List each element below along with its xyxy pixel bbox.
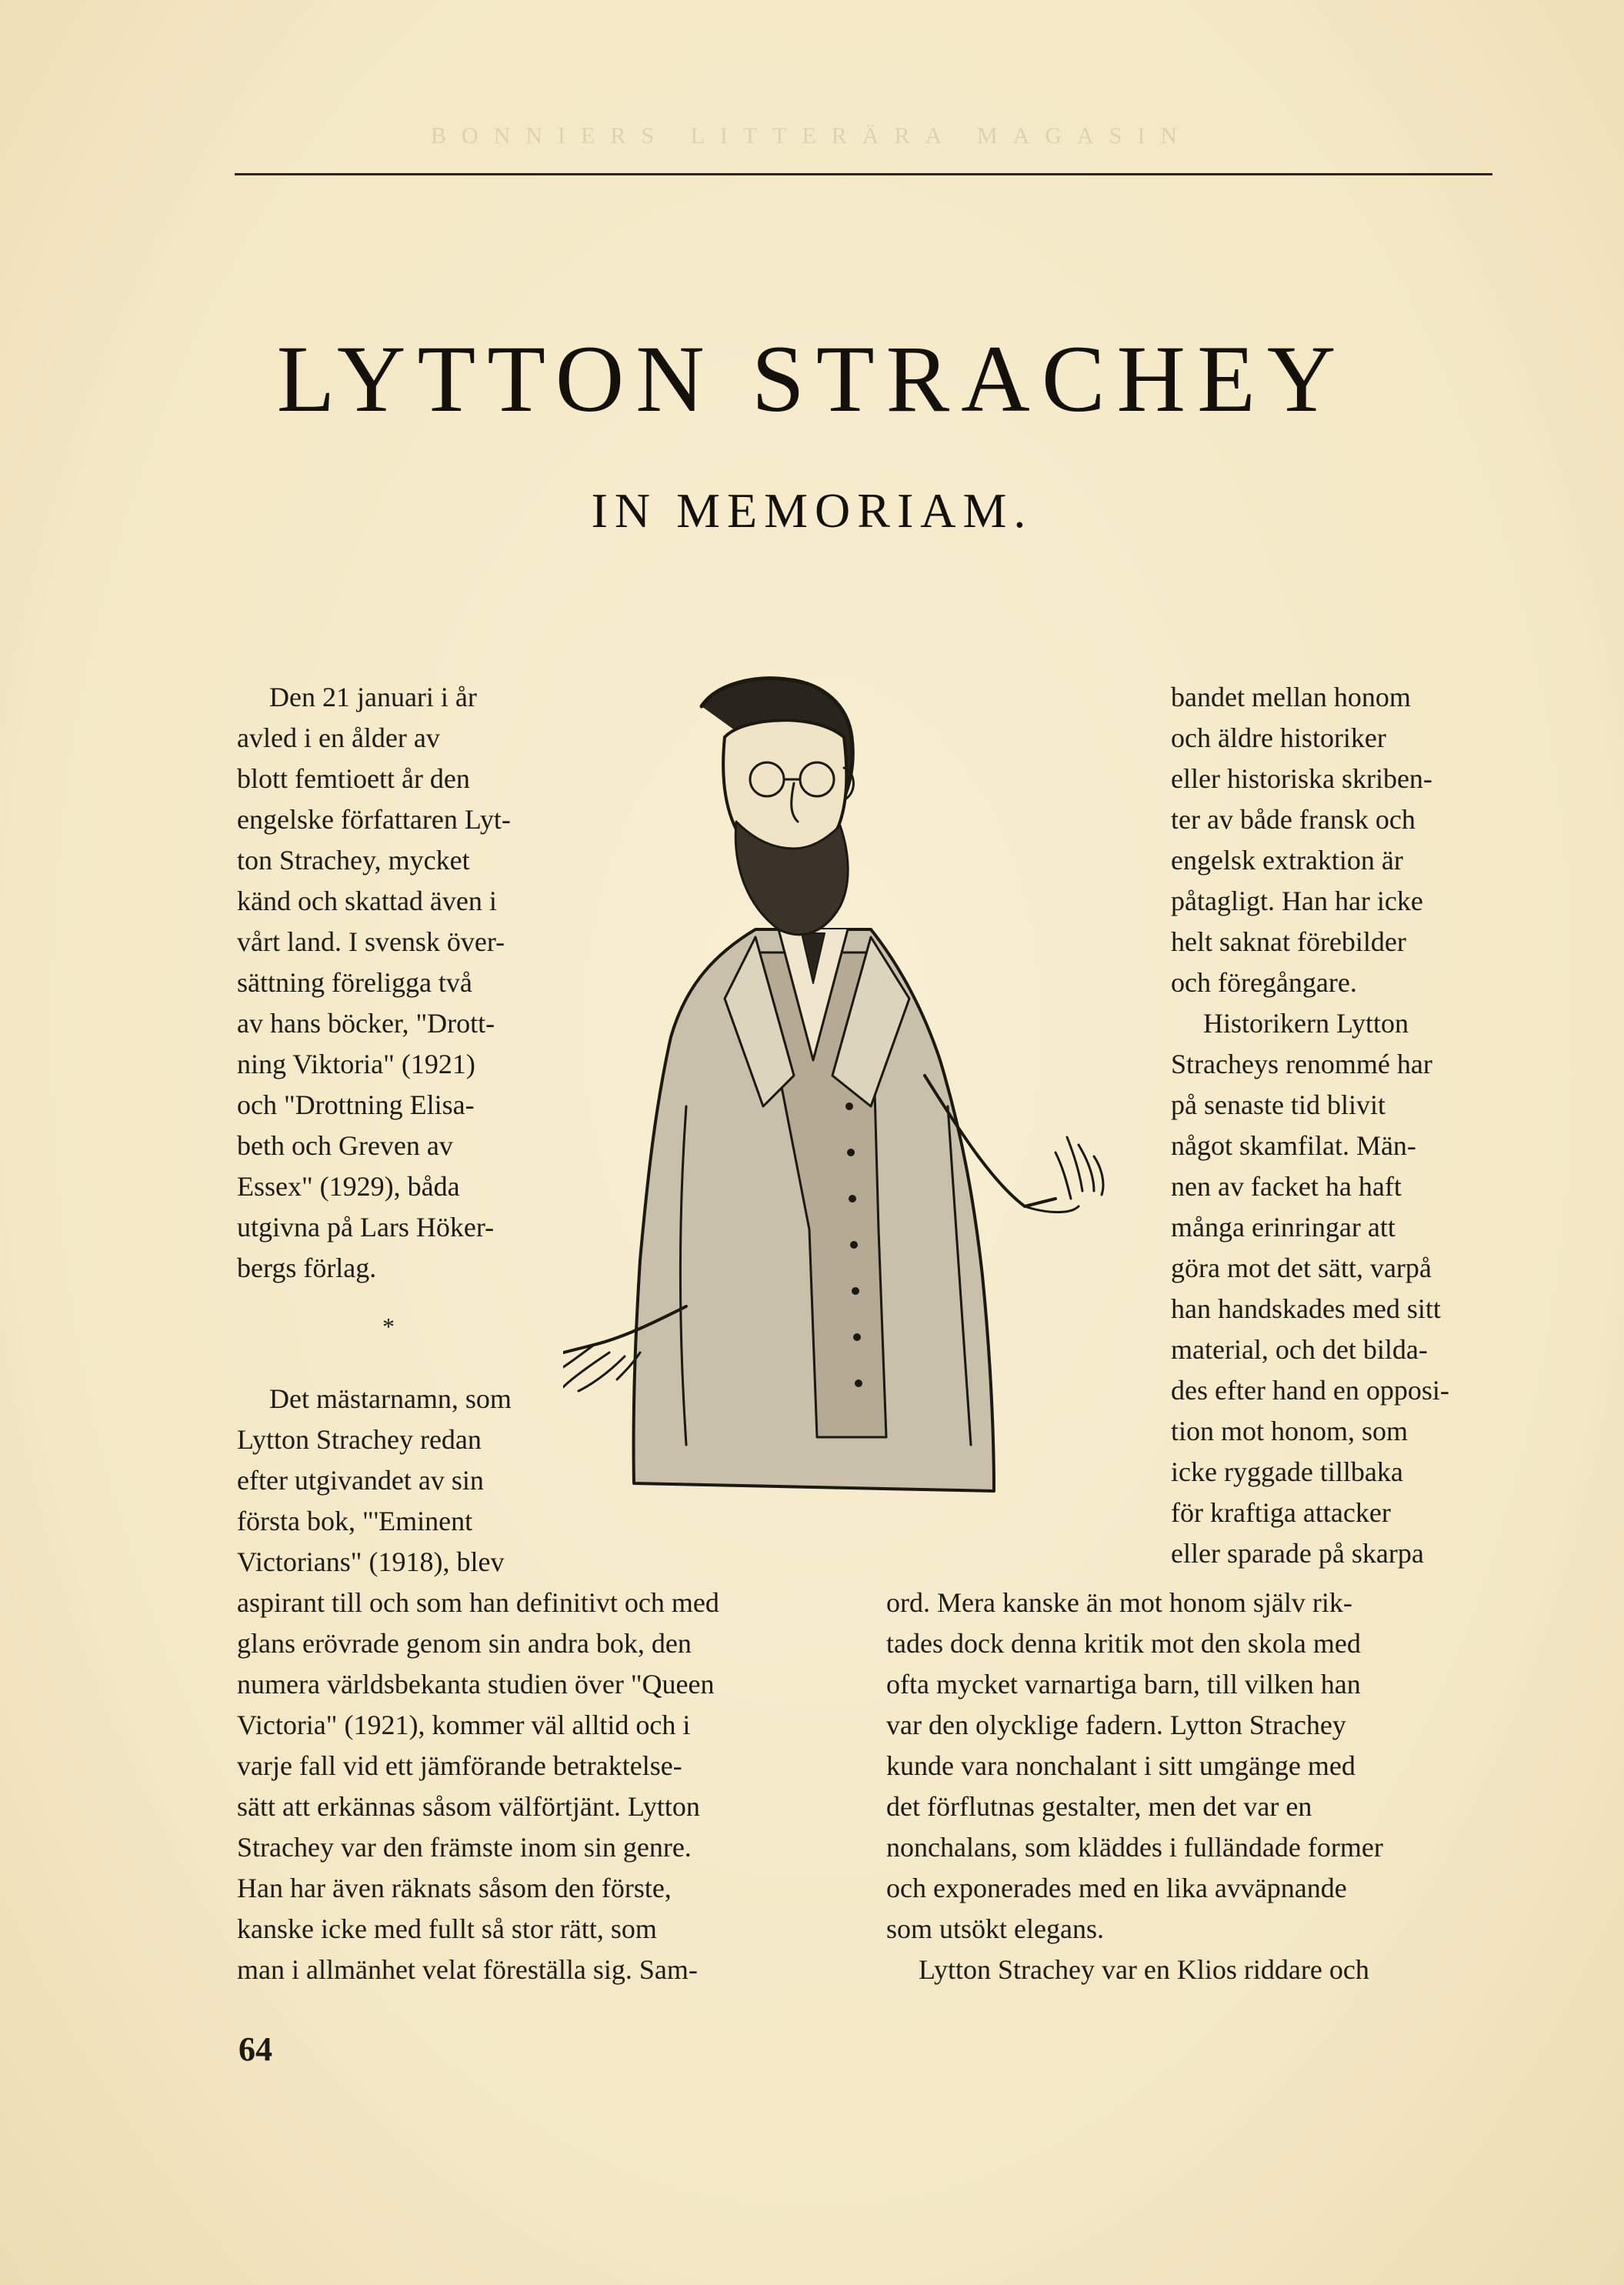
article-title: LYTTON STRACHEY: [276, 326, 1348, 432]
text-line: nen av facket ha haft: [1171, 1171, 1402, 1202]
text-line: sättning föreligga två: [237, 967, 472, 998]
text-line: varje fall vid ett jämförande betraktelse-: [237, 1750, 682, 1781]
text-line: som utsökt elegans.: [886, 1913, 1104, 1944]
text-line: ord. Mera kanske än mot honom själv rik-: [886, 1587, 1352, 1618]
text-line: ning Viktoria" (1921): [237, 1049, 475, 1079]
text-line: glans erövrade genom sin andra bok, den: [237, 1628, 692, 1659]
text-line: Strachey var den främste inom sin genre.: [237, 1832, 692, 1863]
text-line: kanske icke med fullt så stor rätt, som: [237, 1913, 657, 1944]
text-line: känd och skattad även i: [237, 886, 497, 916]
text-line: det förflutnas gestalter, men det var en: [886, 1791, 1312, 1822]
text-line: bergs förlag.: [237, 1253, 377, 1283]
text-line: och exponerades med en lika avväpnande: [886, 1873, 1347, 1903]
text-line: ter av både fransk och: [1171, 804, 1416, 835]
text-line: efter utgivandet av sin: [237, 1465, 484, 1496]
text-line: Historikern Lytton: [1203, 1008, 1409, 1039]
text-line: och föregångare.: [1171, 967, 1357, 998]
text-line: för kraftiga attacker: [1171, 1497, 1391, 1528]
page-number: 64: [238, 2030, 272, 2068]
text-line: avled i en ålder av: [237, 722, 440, 753]
text-line: och "Drottning Elisa-: [237, 1089, 475, 1120]
text-line: material, och det bilda-: [1171, 1334, 1428, 1365]
article-subtitle: IN MEMORIAM.: [591, 483, 1033, 538]
text-line: Lytton Strachey var en Klios riddare och: [919, 1954, 1369, 1985]
text-line: på senaste tid blivit: [1171, 1089, 1386, 1120]
text-line: påtagligt. Han har icke: [1171, 886, 1423, 916]
text-line: eller historiska skriben-: [1171, 763, 1432, 794]
text-line: helt saknat förebilder: [1171, 926, 1406, 957]
text-line: Victoria" (1921), kommer väl alltid och i: [237, 1710, 691, 1740]
header-rule: [235, 173, 1492, 175]
text-line: icke ryggade tillbaka: [1171, 1456, 1403, 1487]
text-line: var den olycklige fadern. Lytton Strachey: [886, 1710, 1346, 1740]
text-line: Han har även räknats såsom den förste,: [237, 1873, 672, 1903]
text-line: tion mot honom, som: [1171, 1416, 1409, 1446]
text-line: han handskades med sitt: [1171, 1293, 1441, 1324]
text-line: många erinringar att: [1171, 1212, 1396, 1243]
text-line: Victorians" (1918), blev: [237, 1546, 505, 1577]
text-line: beth och Greven av: [237, 1130, 453, 1161]
text-line: tades dock denna kritik mot den skola med: [886, 1628, 1361, 1659]
text-line: ton Strachey, mycket: [237, 845, 470, 876]
text-line: utgivna på Lars Höker-: [237, 1212, 495, 1243]
section-separator: *: [382, 1313, 395, 1340]
text-line: vårt land. I svensk över-: [237, 926, 505, 957]
text-line: man i allmänhet velat föreställa sig. Sam-: [237, 1954, 698, 1985]
text-line: göra mot det sätt, varpå: [1171, 1253, 1432, 1283]
text-line: bandet mellan honom: [1171, 682, 1411, 712]
text-line: och äldre historiker: [1171, 722, 1386, 753]
text-line: kunde vara nonchalant i sitt umgänge med: [886, 1750, 1356, 1781]
text-line: sätt att erkännas såsom välförtjänt. Lytton: [237, 1791, 700, 1822]
text-line: ofta mycket varnartiga barn, till vilken han: [886, 1669, 1361, 1700]
text-line: des efter hand en opposi-: [1171, 1375, 1449, 1406]
text-line: Stracheys renommé har: [1171, 1049, 1432, 1079]
text-line: blott femtioett år den: [237, 763, 470, 794]
text-line: engelske författaren Lyt-: [237, 804, 511, 835]
text-line: Den 21 januari i år: [269, 682, 477, 712]
text-line: något skamfilat. Män-: [1171, 1130, 1416, 1161]
lytton-strachey-portrait: [563, 675, 1149, 1553]
text-line: av hans böcker, "Drott-: [237, 1008, 495, 1039]
running-header-showthrough: BONNIERS LITTERÄRA MAGASIN: [431, 123, 1193, 148]
text-line: eller sparade på skarpa: [1171, 1538, 1424, 1569]
text-line: Lytton Strachey redan: [237, 1424, 482, 1455]
text-line: Det mästarnamn, som: [269, 1383, 512, 1414]
text-line: aspirant till och som han definitivt och med: [237, 1587, 719, 1618]
text-line: numera världsbekanta studien över "Queen: [237, 1669, 715, 1700]
text-line: engelsk extraktion är: [1171, 845, 1403, 876]
text-line: nonchalans, som kläddes i fulländade former: [886, 1832, 1383, 1863]
text-line: första bok, "'Eminent: [237, 1506, 473, 1536]
text-line: Essex" (1929), båda: [237, 1171, 460, 1202]
